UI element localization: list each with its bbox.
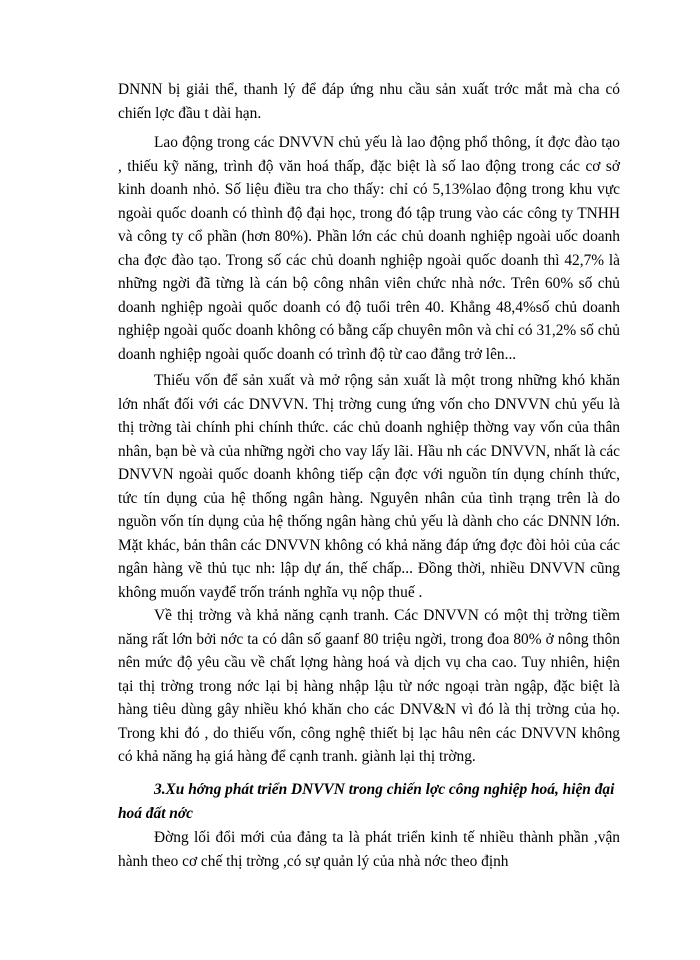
paragraph-labor: Lao động trong các DNVVN chủ yếu là lao động phổ thông, ít đợc đào tạo , thiếu kỹ năng, trình độ văn hoá thấp, đặc biệt là số lao động trong các cơ sở kinh doanh nhỏ. Số liệu điều tra cho thấy: chỉ có 5,13%lao động trong khu vực ngoài quốc doanh có thình độ đại học, trong đó tập trung vào các công ty TNHH và công ty cổ phần (hơn 80%). Phần lớn các chủ doanh nghiệp ngoài uốc doanh cha đợc đào tạo. Trong số các chủ doanh nghiệp ngoài quốc doanh thì 42,7% là những ngời đã từng là cán bộ công nhân viên chức nhà nớc. Trên 60% số chủ doanh nghiệp ngoài quốc doanh có độ tuổi trên 40. Khẳng 48,4%số chủ doanh nghiệp ngoài quốc doanh không có bằng cấp chuyên môn và chỉ có 31,2% số chủ doanh nghiệp ngoài quốc doanh có trình độ từ cao đẳng trở lên... bbox=[118, 134, 620, 363]
paragraph-market: Về thị trờng và khả năng cạnh tranh. Các DNVVN có một thị trờng tiềm năng rất lớn bởi nớc ta có dân số gaanf 80 triệu ngời, trong đoa 80% ở nông thôn nên mức độ yêu cầu về chất lợng hàng hoá và dịch vụ cha cao. Tuy nhiên, hiện tại thị trờng trong nớc lại bị hàng nhập lậu từ nớc ngoại tràn ngập, đặc biệt là hàng tiêu dùng gây nhiều khó khăn cho các DNV&N vì đó là thị trờng của họ. Trong khi đó , do thiếu vốn, công nghệ thiết bị lạc hâu nên các DNVVN không có khả năng hạ giá hàng để cạnh tranh. giành lại thị trờng. bbox=[118, 607, 620, 765]
paragraph-policy: Đờng lối đổi mới của đảng ta là phát triển kinh tế nhiều thành phần ,vận hành theo cơ chế thị trờng ,có sự quản lý của nhà nớc theo định bbox=[118, 829, 620, 870]
section-heading: 3.Xu hớng phát triển DNVVN trong chiến lợc công nghiệp hoá, hiện đại hoá đất nớc bbox=[118, 781, 615, 822]
paragraph-continuation: DNNN bị giải thể, thanh lý để đáp ứng nhu cầu sản xuất trớc mắt mà cha có chiến lợc đầu t dài hạn. bbox=[118, 81, 620, 122]
paragraph-capital: Thiếu vốn để sản xuất và mở rộng sản xuất là một trong những khó khăn lớn nhất đối với các DNVVN. Thị trờng cung ứng vốn cho DNVVN chủ yếu là thị trờng tài chính phi chính thức. các chủ doanh nghiệp thờng vay vốn của thân nhân, bạn bè và của những ngời cho vay lấy lãi. Hầu nh các DNVVN, nhất là các DNVVN ngoài quốc doanh không tiếp cận đợc với nguồn tín dụng chính thức, tức tín dụng của hệ thống ngân hàng. Nguyên nhân của tình trạng trên là do nguồn vốn tín dụng của hệ thống ngân hàng chủ yếu là dành cho các DNNN lớn. Mặt khác, bản thân các DNVVN không có khả năng đáp ứng đợc đòi hỏi của các ngân hàng về thủ tục nh: lập dự án, thế chấp... Đồng thời, nhiều DNVVN cũng không muốn vayđể trốn tránh nghĩa vụ nộp thuế . bbox=[118, 372, 620, 601]
